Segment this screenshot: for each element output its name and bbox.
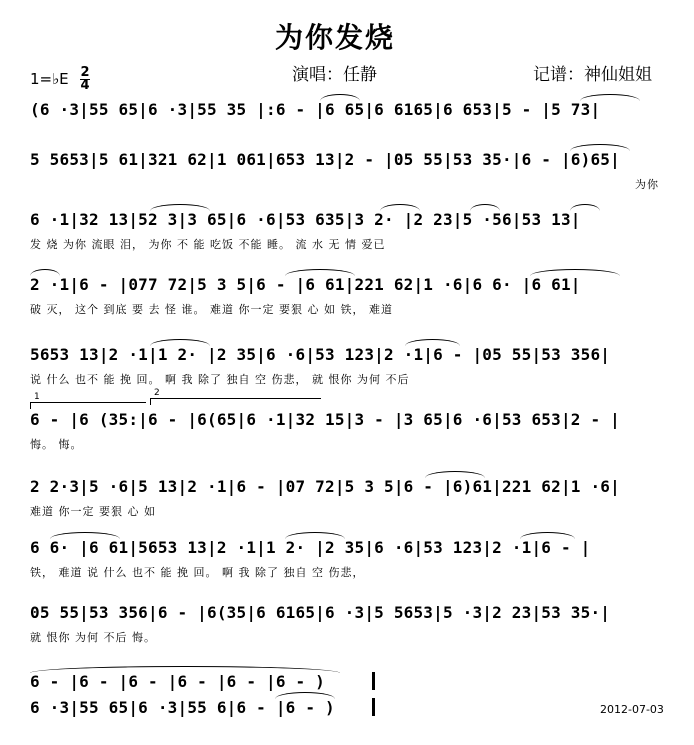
tie-mark [30,666,340,673]
tie-mark [285,532,345,539]
tie-mark [405,339,460,346]
notation-row: 6 6· |6 61|5653 13|2 ·1|1 2· |2 35|6 ·6|53 123|2 ·1|6 - | [30,538,591,557]
tie-mark [520,532,575,539]
notation-row: 5 5653|5 61|321 62|1 061|653 13|2 - |05 55|53 35·|6 - |6)65| [30,150,620,169]
meter-bottom: 4 [80,78,90,93]
tie-mark [570,204,600,211]
tie-mark [150,204,210,211]
lyrics-row: 铁， 难道 说 什么 也不 能 挽 回。 啊 我 除了 独自 空 伤悲， [30,566,365,579]
singer-credit: 演唱：任静 [292,65,377,85]
tie-mark [570,144,630,151]
tie-mark [285,269,355,276]
lyrics-row: 破 灭， 这个 到底 要 去 怪 谁。 难道 你一定 要狠 心 如 铁， 难道 [30,303,393,316]
lyrics-row: 就 恨你 为何 不后 悔。 [30,631,156,644]
notation-row: 6 - |6 - |6 - |6 - |6 - |6 - ) [30,672,325,691]
final-barline [372,672,375,690]
lyrics-row: 发 烧 为你 流眼 泪， 为你 不 能 吃饭 不能 睡。 流 水 无 情 爱已 [30,238,386,251]
notation-row: 05 55|53 356|6 - |6(35|6 6165|6 ·3|5 5653|5 ·3|2 23|53 35·| [30,603,611,622]
notation-row: 5653 13|2 ·1|1 2· |2 35|6 ·6|53 123|2 ·1|6 - |05 55|53 356| [30,345,611,364]
time-signature [80,67,90,92]
song-title: 为你发烧 [274,21,395,54]
notation-row: 2 2·3|5 ·6|5 13|2 ·1|6 - |07 72|5 3 5|6 - |6)61|221 62|1 ·6| [30,477,620,496]
lyrics-row: 说 什么 也不 能 挽 回。 啊 我 除了 独自 空 伤悲， 就 恨你 为何 不后 [30,373,410,386]
notator-credit: 记谱：神仙姐姐 [533,65,652,85]
final-barline [372,698,375,716]
notation-row: 6 ·3|55 65|6 ·3|55 6|6 - |6 - ) [30,698,335,717]
tie-mark [530,269,620,276]
first-ending-bracket: 1 [30,402,146,409]
tie-mark [380,204,420,211]
notation-row: 6 ·1|32 13|52 3|3 65|6 ·6|53 635|3 2· |2 23|5 ·56|53 13| [30,210,581,229]
tie-mark [470,204,500,211]
tie-mark [320,94,360,101]
notation-row: 2 ·1|6 - |077 72|5 3 5|6 - |6 61|221 62|1 ·6|6 6· |6 61| [30,275,581,294]
tie-mark [50,532,120,539]
lyrics-row: 为你 [635,178,659,191]
tie-mark [425,471,485,478]
lyrics-row: 难道 你一定 要狠 心 如 [30,505,156,518]
tie-mark [580,94,640,101]
tie-mark [150,339,210,346]
tie-mark [275,692,335,699]
lyrics-row: 悔。 悔。 [30,438,83,451]
date-stamp: 2012-07-03 [600,703,664,716]
notation-row: (6 ·3|55 65|6 ·3|55 35 |:6 - |6 65|6 6165|6 653|5 - |5 73| [30,100,601,119]
tie-mark [30,269,60,276]
notation-row: 6 - |6 (35:|6 - |6(65|6 ·1|32 15|3 - |3 65|6 ·6|53 653|2 - | [30,410,620,429]
second-ending-bracket: 2 [150,398,321,405]
key-signature: 1=♭E [30,70,69,88]
meter-top: 2 [80,65,90,80]
